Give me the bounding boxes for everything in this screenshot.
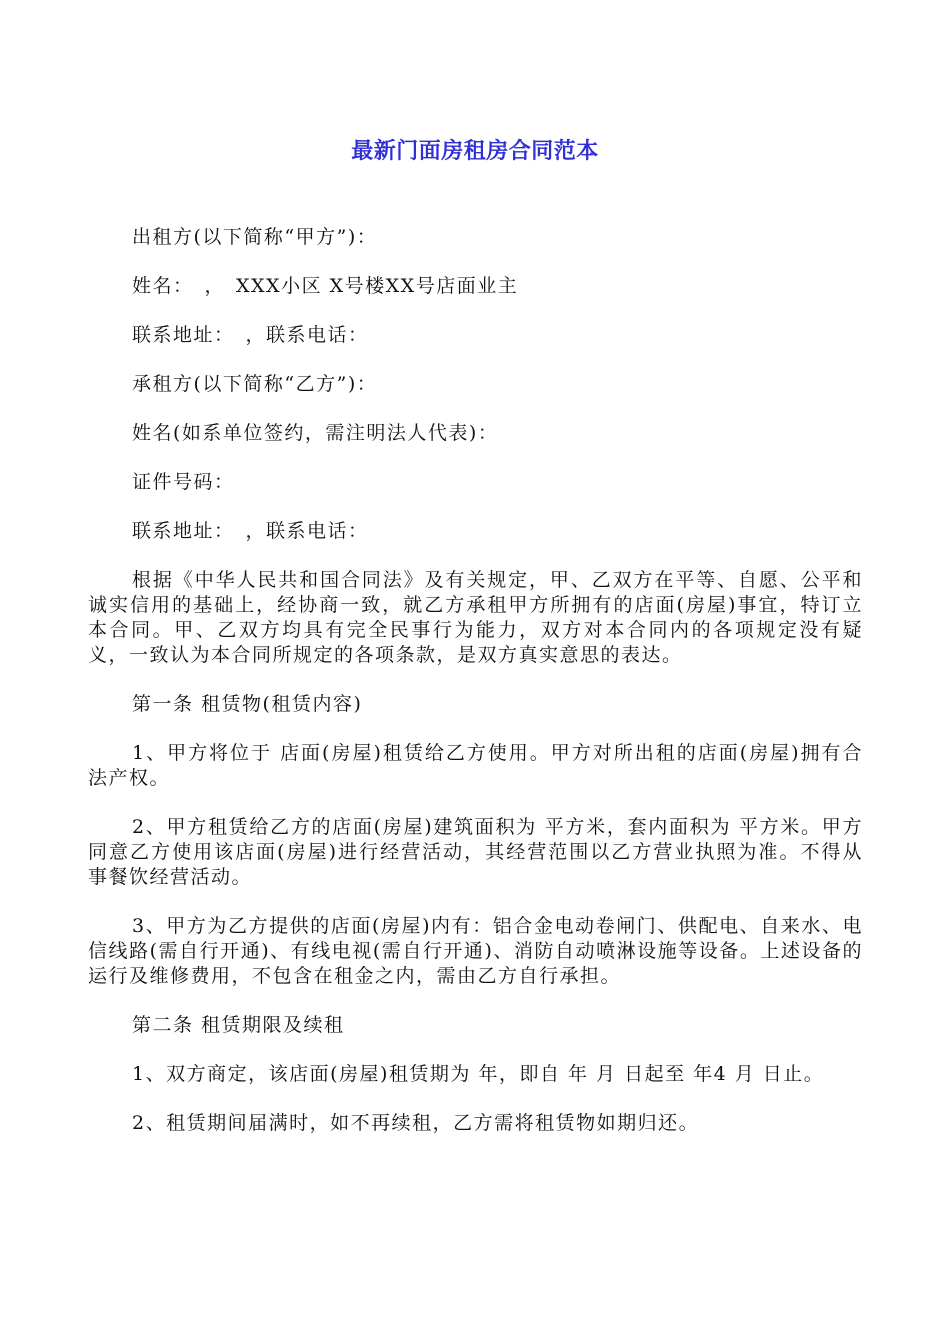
lessor-name-line: 姓名： ， XXX小区 X号楼XX号店面业主 bbox=[132, 275, 519, 297]
article-1-heading: 第一条 租赁物(租赁内容) bbox=[132, 693, 363, 715]
document-title: 最新门面房租房合同范本 bbox=[351, 139, 599, 164]
lessor-heading: 出租方(以下简称“甲方”)： bbox=[132, 226, 378, 248]
article-2-clause-1: 1、双方商定，该店面(房屋)租赁期为 年，即自 年 月 日起至 年4 月 日止。 bbox=[132, 1063, 825, 1085]
lessee-contact-line: 联系地址： ，联系电话： bbox=[132, 520, 369, 542]
preamble-paragraph: 根据《中华人民共和国合同法》及有关规定，甲、乙双方在平等、自愿、公平和诚实信用的基础上，经协商一致，就乙方承租甲方所拥有的店面(房屋)事宜，特订立本合同。甲、乙双方均具有完全民事行为能力，双方对本合同内的各项规定没有疑义，一致认为本合同所规定的各项条款，是双方真实意思的表达。 bbox=[88, 569, 863, 666]
lessee-name-line: 姓名(如系单位签约，需注明法人代表)： bbox=[132, 422, 499, 444]
lessee-heading: 承租方(以下简称“乙方”)： bbox=[132, 373, 378, 395]
lessor-contact-line: 联系地址： ，联系电话： bbox=[132, 324, 369, 346]
article-1-clause-3: 3、甲方为乙方提供的店面(房屋)内有：铝合金电动卷闸门、供配电、自来水、电信线路(需自行开通)、有线电视(需自行开通)、消防自动喷淋设施等设备。上述设备的运行及维修费用，不包含在租金之内，需由乙方自行承担。 bbox=[88, 915, 863, 987]
lessee-id-line: 证件号码： bbox=[132, 471, 235, 493]
article-1-clause-1: 1、甲方将位于 店面(房屋)租赁给乙方使用。甲方对所出租的店面(房屋)拥有合法产权。 bbox=[88, 742, 863, 789]
article-1-clause-2: 2、甲方租赁给乙方的店面(房屋)建筑面积为 平方米，套内面积为 平方米。甲方同意乙方使用该店面(房屋)进行经营活动，其经营范围以乙方营业执照为准。不得从事餐饮经营活动。 bbox=[88, 816, 863, 888]
article-2-clause-2: 2、租赁期间届满时，如不再续租，乙方需将租赁物如期归还。 bbox=[132, 1112, 700, 1134]
document-body bbox=[88, 225, 863, 1160]
article-2-heading: 第二条 租赁期限及续租 bbox=[132, 1014, 345, 1036]
